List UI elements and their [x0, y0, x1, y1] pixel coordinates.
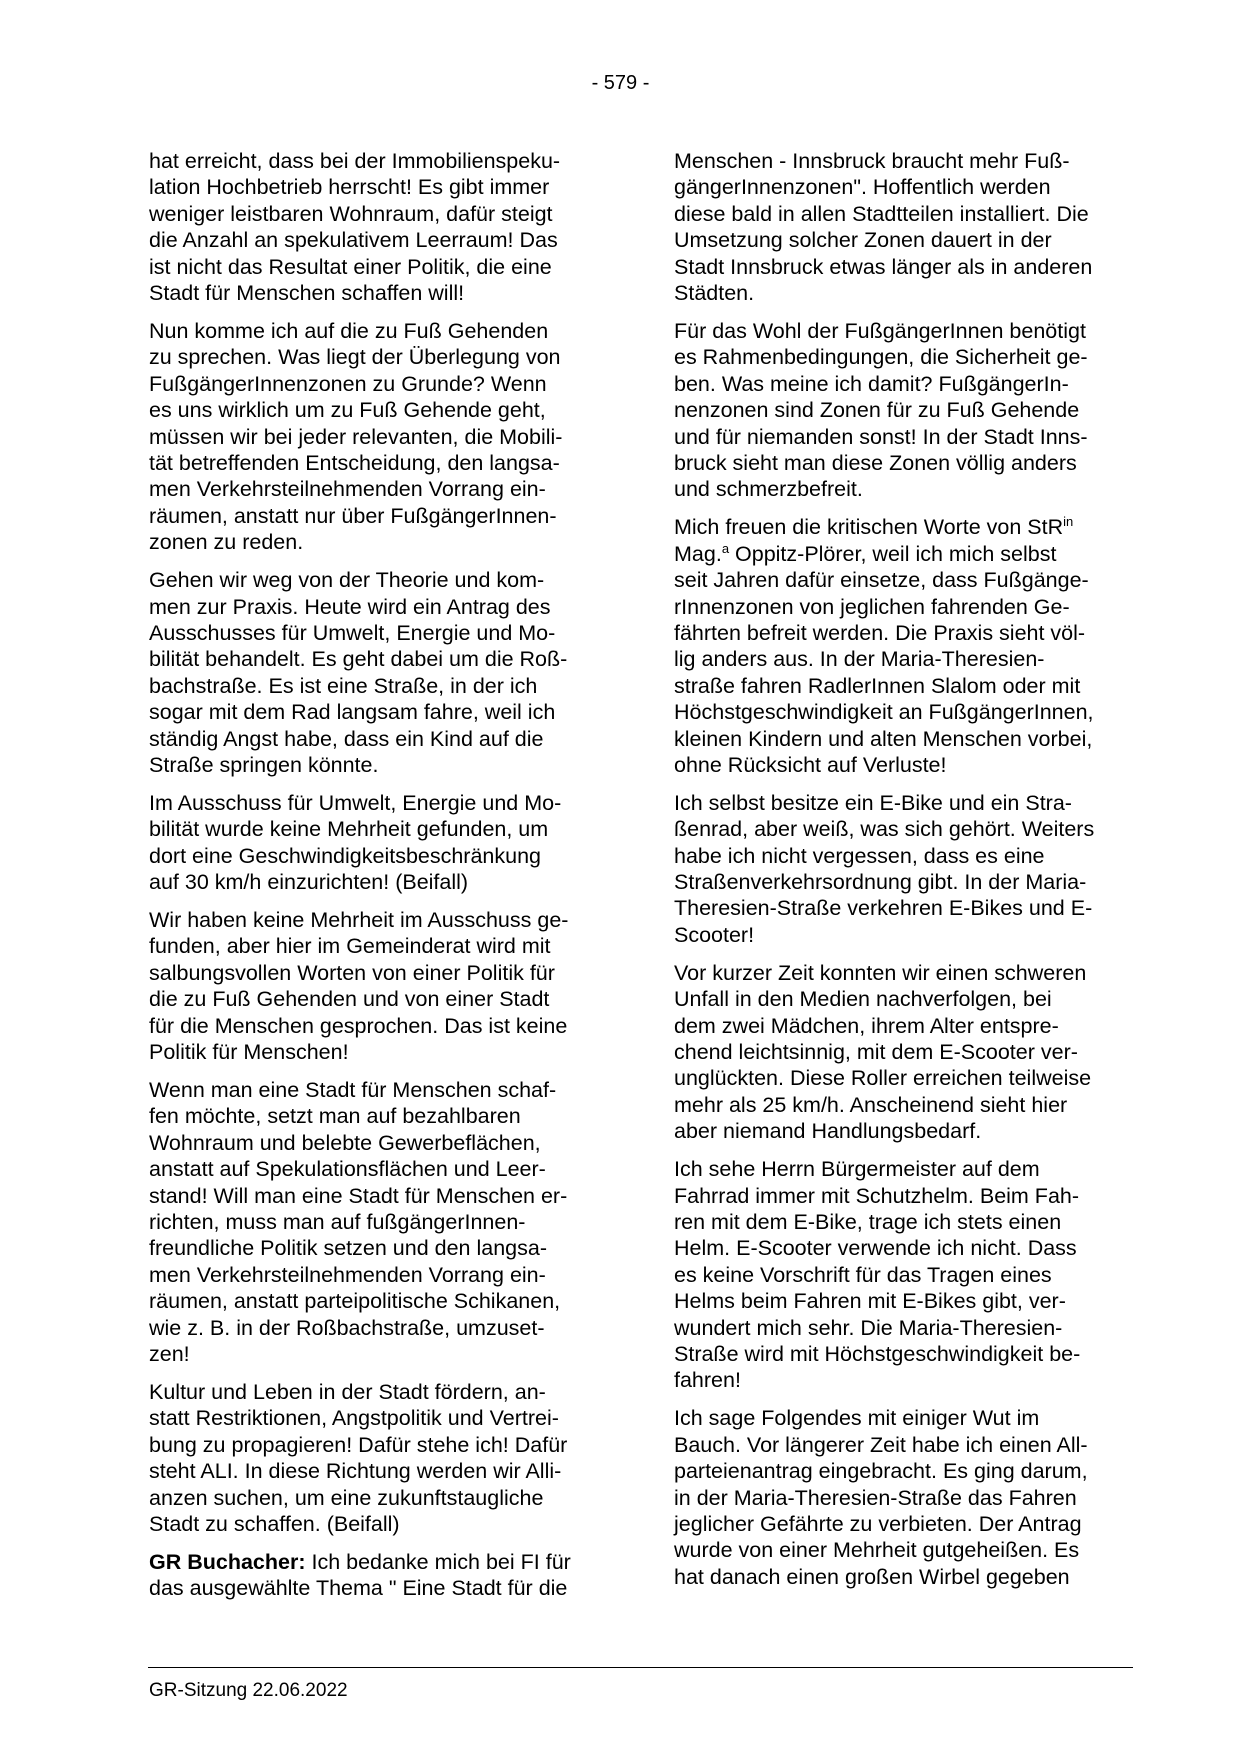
text-line: Straßenverkehrsordnung gibt. In der Maria-: [674, 870, 1087, 895]
honorific-rest: Oppitz-Plörer, weil ich mich selbst: [729, 541, 1057, 566]
text-line: bilität wurde keine Mehrheit gefunden, um: [149, 817, 549, 842]
text-line: Politik für Menschen!: [149, 1040, 349, 1064]
text-line: seit Jahren dafür einsetze, dass Fußgänge-: [674, 568, 1089, 593]
text-line: FußgängerInnenzonen zu Grunde? Wenn: [149, 371, 547, 396]
text-line: Stadt Innsbruck etwas länger als in anderen: [674, 254, 1093, 279]
right-column: [674, 148, 1129, 1602]
text-line: diese bald in allen Stadtteilen installiert. Die: [674, 201, 1089, 226]
text-line: Helm. E-Scooter verwende ich nicht. Dass: [674, 1236, 1077, 1261]
text-line: und für niemanden sonst! In der Stadt Inns-: [674, 424, 1088, 449]
text-line: räumen, anstatt nur über FußgängerInnen-: [149, 503, 557, 528]
text-line: men Verkehrsteilnehmenden Vorrang ein-: [149, 1262, 546, 1287]
text-line: wurde von einer Mehrheit gutgeheißen. Es: [674, 1538, 1080, 1563]
paragraph: [149, 318, 604, 556]
paragraph: [149, 907, 604, 1065]
text-line: straße fahren RadlerInnen Slalom oder mit: [674, 673, 1081, 698]
text-line: dort eine Geschwindigkeitsbeschränkung: [149, 843, 542, 868]
text-line: Vor kurzer Zeit konnten wir einen schweren: [674, 960, 1087, 985]
speaker-paragraph: [149, 1549, 604, 1602]
text-line: chend leichtsinnig, mit dem E-Scooter ver-: [674, 1040, 1078, 1064]
text-line: Bauch. Vor längerer Zeit habe ich einen All-: [674, 1432, 1088, 1457]
text-line: Straße wird mit Höchstgeschwindigkeit be-: [674, 1341, 1081, 1366]
left-paragraphs: [149, 148, 604, 1537]
text-line: Für das Wohl der FußgängerInnen benötigt: [674, 318, 1086, 343]
speaker-name: GR Buchacher:: [149, 1549, 306, 1574]
text-line: Höchstgeschwindigkeit an FußgängerInnen,: [674, 700, 1094, 725]
paragraph: [149, 1379, 604, 1537]
text-line: lation Hochbetrieb herrscht! Es gibt immer: [149, 175, 550, 200]
honorific-line-1: [674, 514, 1129, 540]
text-line: hat erreicht, dass bei der Immobilienspeku-: [149, 149, 561, 173]
text-line: ständig Angst habe, dass ein Kind auf die: [149, 726, 544, 751]
text-line: müssen wir bei jeder relevanten, die Mobili-: [149, 424, 563, 449]
text-line: freundliche Politik setzen und den langsa-: [149, 1236, 548, 1261]
text-line: es Rahmenbedingungen, die Sicherheit ge-: [674, 345, 1088, 370]
speaker-line-2: das ausgewählte Thema " Eine Stadt für die: [149, 1576, 568, 1601]
text-line: Straße springen könnte.: [149, 752, 379, 777]
text-line: nenzonen sind Zonen für zu Fuß Gehende: [674, 398, 1080, 423]
text-line: bachstraße. Es ist eine Straße, in der ich: [149, 673, 538, 698]
text-line: Ich selbst besitze ein E-Bike und ein Stra-: [674, 790, 1072, 815]
text-line: sogar mit dem Rad langsam fahre, weil ich: [149, 700, 556, 725]
text-line: fährten befreit werden. Die Praxis sieht völ-: [674, 620, 1086, 645]
text-line: Ausschusses für Umwelt, Energie und Mo-: [149, 620, 556, 645]
footer-divider: [148, 1667, 1133, 1668]
text-line: Stadt für Menschen schaffen will!: [149, 281, 465, 306]
text-line: dem zwei Mädchen, ihrem Alter entspre-: [674, 1013, 1059, 1038]
text-line: Städten.: [674, 281, 755, 306]
text-line: Unfall in den Medien nachverfolgen, bei: [674, 987, 1052, 1012]
text-line: jeglicher Gefährte zu verbieten. Der Antrag: [674, 1511, 1082, 1536]
text-line: stand! Will man eine Stadt für Menschen er-: [149, 1183, 568, 1208]
paragraph: [149, 1077, 604, 1367]
text-line: kleinen Kindern und alten Menschen vorbei,: [674, 726, 1093, 751]
paragraph: [674, 790, 1129, 948]
paragraph: [149, 567, 604, 778]
text-line: Scooter!: [674, 922, 755, 947]
text-line: steht ALI. In diese Richtung werden wir Alli-: [149, 1459, 562, 1484]
text-line: die zu Fuß Gehenden und von einer Stadt: [149, 987, 550, 1012]
text-line: Helms beim Fahren mit E-Bikes gibt, ver-: [674, 1289, 1066, 1314]
paragraph: [149, 148, 604, 306]
left-column: [149, 148, 604, 1613]
text-line: für die Menschen gesprochen. Das ist keine: [149, 1013, 568, 1038]
text-line: salbungsvollen Worten von einer Politik für: [149, 960, 555, 985]
text-line: fahren!: [674, 1368, 741, 1393]
text-line: aber niemand Handlungsbedarf.: [674, 1119, 982, 1144]
text-line: statt Restriktionen, Angstpolitik und Vertrei-: [149, 1406, 559, 1431]
text-line: wundert mich sehr. Die Maria-Theresien-: [674, 1315, 1063, 1340]
text-line: Im Ausschuss für Umwelt, Energie und Mo-: [149, 790, 562, 815]
text-line: bilität behandelt. Es geht dabei um die Roß-: [149, 647, 568, 672]
honorific-sup-a: a: [721, 540, 730, 556]
honorific-sup-in: in: [1063, 514, 1074, 530]
text-line: mehr als 25 km/h. Anscheinend sieht hier: [674, 1092, 1068, 1117]
paragraph: [674, 960, 1129, 1145]
text-line: Umsetzung solcher Zonen dauert in der: [674, 228, 1052, 253]
paragraph: [674, 318, 1129, 503]
honorific-line-2: [674, 541, 1129, 567]
text-line: hat danach einen großen Wirbel gegeben: [674, 1564, 1070, 1589]
text-line: rInnenzonen von jeglichen fahrenden Ge-: [674, 594, 1070, 619]
speaker-line: [149, 1549, 604, 1575]
text-line: die Anzahl an spekulativem Leerraum! Das: [149, 228, 558, 253]
honorific-rest-lines: [674, 567, 1129, 778]
text-line: wie z. B. in der Roßbachstraße, umzuset-: [149, 1315, 545, 1340]
text-line: Wir haben keine Mehrheit im Ausschuss ge-: [149, 907, 569, 932]
text-line: richten, muss man auf fußgängerInnen-: [149, 1209, 526, 1234]
speaker-text: Ich bedanke mich bei FI für: [305, 1549, 571, 1574]
text-line: parteienantrag eingebracht. Es ging darum,: [674, 1459, 1088, 1484]
text-line: lig anders aus. In der Maria-Theresien-: [674, 647, 1045, 672]
text-line: funden, aber hier im Gemeinderat wird mit: [149, 934, 551, 959]
text-line: fen möchte, setzt man auf bezahlbaren: [149, 1104, 521, 1129]
paragraph: [674, 1405, 1129, 1590]
text-line: bruck sieht man diese Zonen völlig anders: [674, 450, 1077, 475]
text-line: ben. Was meine ich damit? FußgängerIn-: [674, 371, 1069, 396]
right-paragraphs-b: [674, 790, 1129, 1590]
text-line: und schmerzbefreit.: [674, 477, 863, 502]
text-line: ohne Rücksicht auf Verluste!: [674, 752, 947, 777]
paragraph: [149, 790, 604, 896]
text-line: Theresien-Straße verkehren E-Bikes und E-: [674, 896, 1093, 921]
text-line: Kultur und Leben in der Stadt fördern, an-: [149, 1379, 546, 1404]
text-line: tät betreffenden Entscheidung, den langsa-: [149, 450, 560, 475]
page-number: - 579 -: [591, 72, 650, 94]
text-line: es uns wirklich um zu Fuß Gehende geht,: [149, 398, 546, 423]
text-line: ren mit dem E-Bike, trage ich stets einen: [674, 1209, 1062, 1234]
text-line: in der Maria-Theresien-Straße das Fahren: [674, 1485, 1077, 1510]
text-line: habe ich nicht vergessen, dass es eine: [674, 843, 1045, 868]
text-line: Ich sage Folgendes mit einiger Wut im: [674, 1406, 1040, 1431]
text-line: Wenn man eine Stadt für Menschen schaf-: [149, 1077, 557, 1102]
honorific-text: Mich freuen die kritischen Worte von StR: [674, 515, 1064, 540]
text-line: weniger leistbaren Wohnraum, dafür steigt: [149, 201, 553, 226]
paragraph: [674, 148, 1129, 306]
right-paragraphs-a: [674, 148, 1129, 503]
text-line: zu sprechen. Was liegt der Überlegung von: [149, 345, 561, 370]
paragraph: [674, 1156, 1129, 1394]
text-line: unglückten. Diese Roller erreichen teilweise: [674, 1066, 1092, 1091]
text-line: Ich sehe Herrn Bürgermeister auf dem: [674, 1157, 1040, 1182]
text-line: anzen suchen, um eine zukunftstaugliche: [149, 1485, 544, 1510]
footer-session-date: GR-Sitzung 22.06.2022: [149, 1680, 348, 1701]
honorific-title: Mag.: [674, 541, 722, 566]
text-line: Wohnraum und belebte Gewerbeflächen,: [149, 1130, 541, 1155]
text-line: auf 30 km/h einzurichten! (Beifall): [149, 870, 469, 895]
text-line: Menschen - Innsbruck braucht mehr Fuß-: [674, 149, 1070, 173]
text-line: men Verkehrsteilnehmenden Vorrang ein-: [149, 477, 546, 502]
text-line: zen!: [149, 1341, 190, 1366]
text-line: räumen, anstatt parteipolitische Schikanen,: [149, 1289, 561, 1314]
text-line: men zur Praxis. Heute wird ein Antrag des: [149, 594, 551, 619]
text-line: Stadt zu schaffen. (Beifall): [149, 1511, 400, 1536]
honorific-paragraph: [674, 514, 1129, 778]
text-line: bung zu propagieren! Dafür stehe ich! Dafür: [149, 1432, 568, 1457]
text-line: zonen zu reden.: [149, 530, 304, 555]
text-line: ßenrad, aber weiß, was sich gehört. Weiters: [674, 817, 1095, 842]
text-line: es keine Vorschrift für das Tragen eines: [674, 1262, 1052, 1287]
text-line: anstatt auf Spekulationsflächen und Leer-: [149, 1157, 546, 1182]
text-line: Nun komme ich auf die zu Fuß Gehenden: [149, 318, 549, 343]
text-line: Gehen wir weg von der Theorie und kom-: [149, 568, 545, 593]
text-line: gängerInnenzonen". Hoffentlich werden: [674, 175, 1051, 200]
text-line: Fahrrad immer mit Schutzhelm. Beim Fah-: [674, 1183, 1080, 1208]
text-line: ist nicht das Resultat einer Politik, die eine: [149, 254, 552, 279]
